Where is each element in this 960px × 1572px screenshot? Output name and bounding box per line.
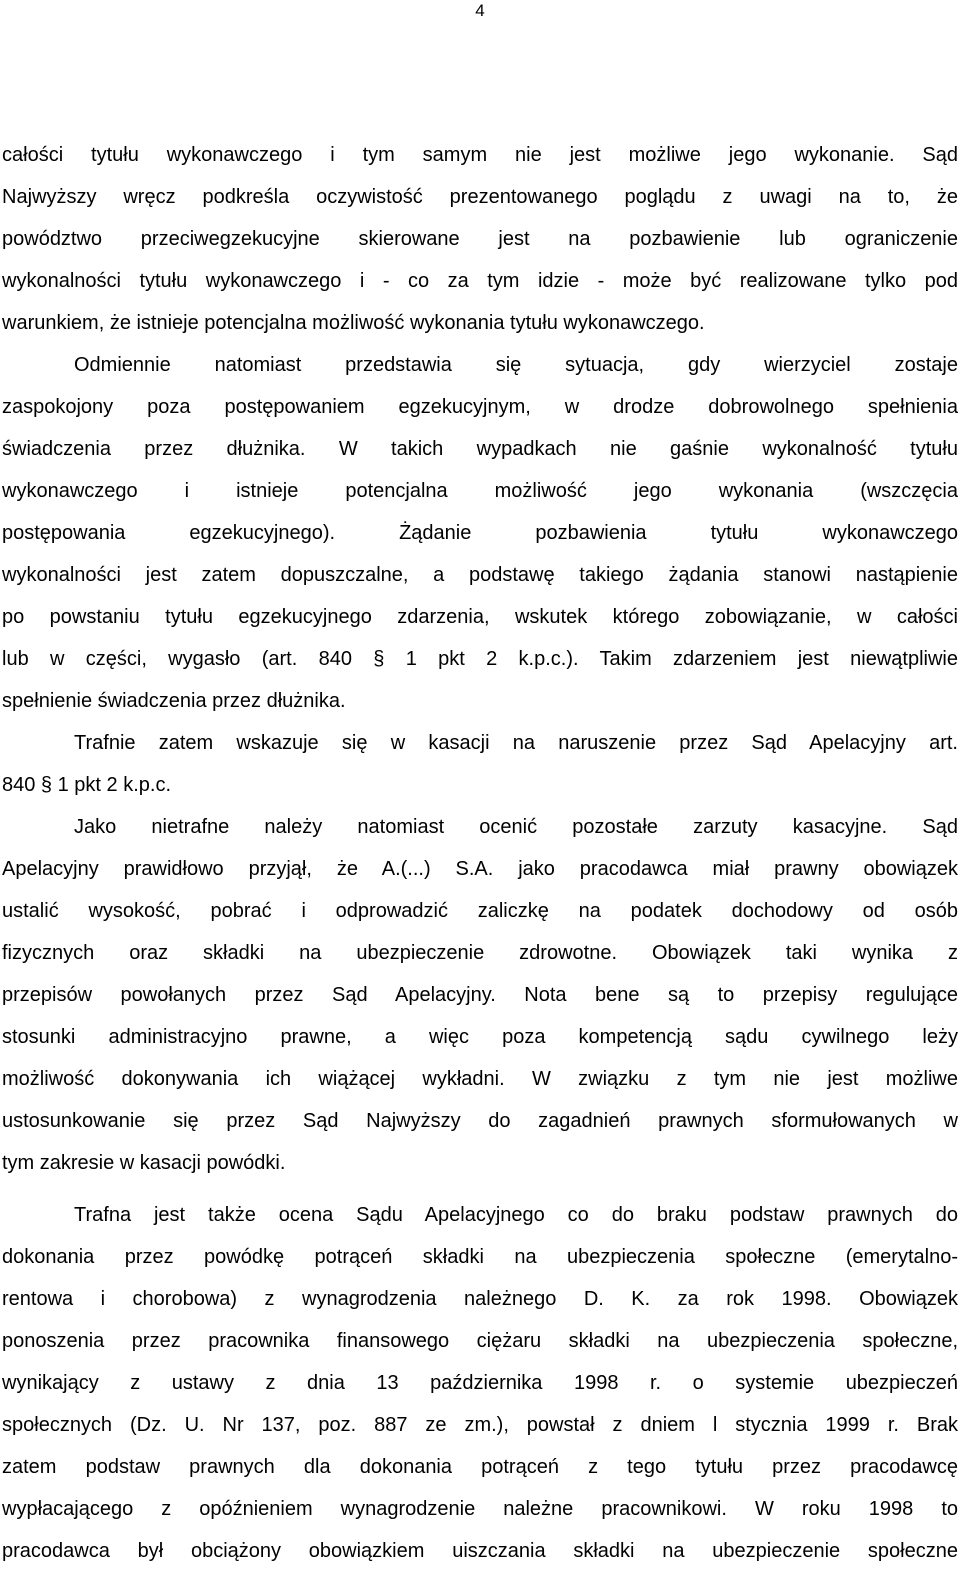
text-line: dokonania przez powódkę potrąceń składki na ubezpieczenia społeczne (emerytalno-: [2, 1246, 958, 1268]
text-line: Trafnie zatem wskazuje się w kasacji na naruszenie przez Sąd Apelacyjny art.: [74, 732, 958, 754]
paragraph-gap: [2, 1184, 958, 1194]
text-line: fizycznych oraz składki na ubezpieczenie zdrowotne. Obowiązek taki wynika z: [2, 942, 958, 964]
text-line: rentowa i chorobowa) z wynagrodzenia należnego D. K. za rok 1998. Obowiązek: [2, 1288, 958, 1310]
text-line: ponoszenia przez pracownika finansowego ciężaru składki na ubezpieczenia społeczne,: [2, 1330, 958, 1352]
text-line: tym zakresie w kasacji powódki.: [2, 1152, 286, 1174]
text-line: stosunki administracyjno prawne, a więc poza kompetencją sądu cywilnego leży: [2, 1026, 958, 1048]
text-line: możliwość dokonywania ich wiążącej wykładni. W związku z tym nie jest możliwe: [2, 1068, 958, 1090]
text-line: spełnienie świadczenia przez dłużnika.: [2, 690, 346, 712]
text-line: Odmiennie natomiast przedstawia się sytuacja, gdy wierzyciel zostaje: [74, 354, 958, 376]
text-line: powództwo przeciwegzekucyjne skierowane jest na pozbawienie lub ograniczenie: [2, 228, 958, 250]
text-line: wykonawczego i istnieje potencjalna możliwość jego wykonania (wszczęcia: [2, 480, 958, 502]
text-line: Najwyższy wręcz podkreśla oczywistość prezentowanego poglądu z uwagi na to, że: [2, 186, 958, 208]
text-line: pracodawca był obciążony obowiązkiem uiszczania składki na ubezpieczenie społeczne: [2, 1540, 958, 1562]
text-line: Trafna jest także ocena Sądu Apelacyjnego co do braku podstaw prawnych do: [74, 1204, 958, 1226]
text-line: wypłacającego z opóźnieniem wynagrodzenie należne pracownikowi. W roku 1998 to: [2, 1498, 958, 1520]
text-line: 840 § 1 pkt 2 k.p.c.: [2, 774, 171, 796]
text-line: po powstaniu tytułu egzekucyjnego zdarzenia, wskutek którego zobowiązanie, w całości: [2, 606, 958, 628]
text-line: wynikający z ustawy z dnia 13 października 1998 r. o systemie ubezpieczeń: [2, 1372, 958, 1394]
text-line: przepisów powołanych przez Sąd Apelacyjny. Nota bene są to przepisy regulujące: [2, 984, 958, 1006]
text-line: Apelacyjny prawidłowo przyjął, że A.(...) S.A. jako pracodawca miał prawny obowiązek: [2, 858, 958, 880]
page-number: 4: [475, 1, 485, 20]
text-line: świadczenia przez dłużnika. W takich wypadkach nie gaśnie wykonalność tytułu: [2, 438, 958, 460]
text-line: warunkiem, że istnieje potencjalna możliwość wykonania tytułu wykonawczego.: [2, 312, 705, 334]
text-line: ustosunkowanie się przez Sąd Najwyższy do zagadnień prawnych sformułowanych w: [2, 1110, 958, 1132]
document-body: [2, 134, 958, 1572]
text-line: lub w części, wygasło (art. 840 § 1 pkt 2 k.p.c.). Takim zdarzeniem jest niewątpliwie: [2, 648, 958, 670]
text-line: postępowania egzekucyjnego). Żądanie pozbawienia tytułu wykonawczego: [2, 522, 958, 544]
text-line: wykonalności tytułu wykonawczego i - co za tym idzie - może być realizowane tylko pod: [2, 270, 958, 292]
text-line: społecznych (Dz. U. Nr 137, poz. 887 ze zm.), powstał z dniem l stycznia 1999 r. Brak: [2, 1414, 958, 1436]
text-line: Jako nietrafne należy natomiast ocenić pozostałe zarzuty kasacyjne. Sąd: [74, 816, 958, 838]
text-line: zaspokojony poza postępowaniem egzekucyjnym, w drodze dobrowolnego spełnienia: [2, 396, 958, 418]
text-line: całości tytułu wykonawczego i tym samym nie jest możliwe jego wykonanie. Sąd: [2, 144, 958, 166]
text-line: zatem podstaw prawnych dla dokonania potrąceń z tego tytułu przez pracodawcę: [2, 1456, 958, 1478]
text-line: wykonalności jest zatem dopuszczalne, a podstawę takiego żądania stanowi nastąpienie: [2, 564, 958, 586]
text-line: ustalić wysokość, pobrać i odprowadzić zaliczkę na podatek dochodowy od osób: [2, 900, 958, 922]
